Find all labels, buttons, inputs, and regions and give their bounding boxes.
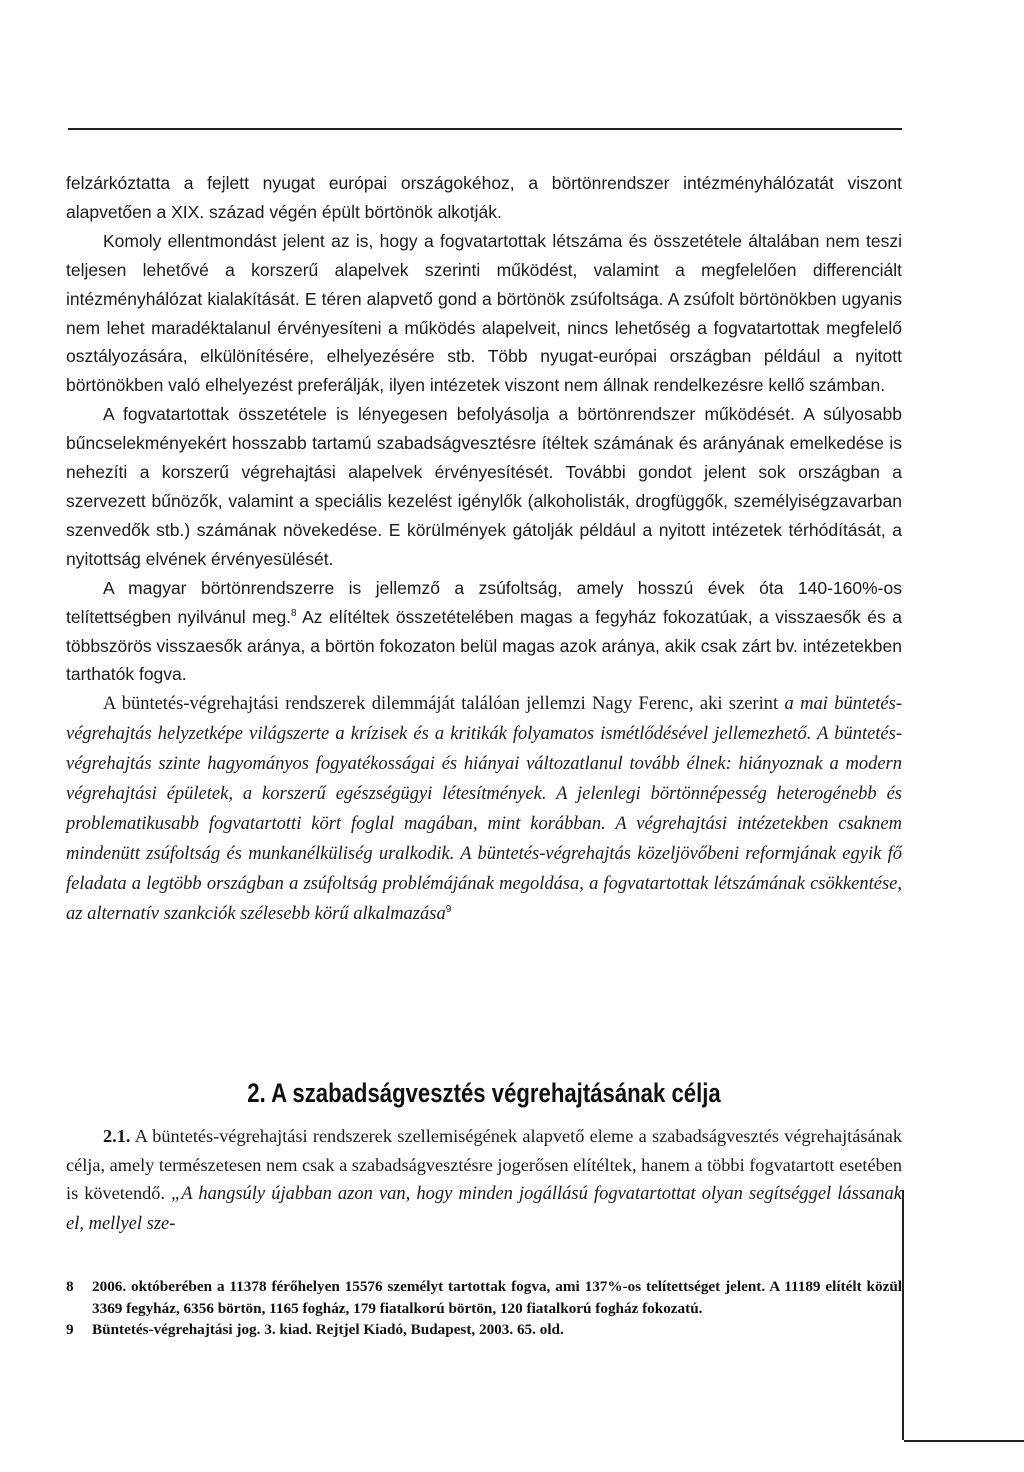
footnotes (66, 1276, 902, 1341)
margin-rule (902, 1190, 904, 1440)
footnote-ref-8[interactable]: 8 (291, 607, 297, 619)
paragraph-4-text-before: A magyar börtönrendszerre is jellemző a zsúfoltság, amely hosszú évek óta 140-160%-os telítettségben nyilvánul meg. (66, 577, 902, 627)
footnote-8 (66, 1276, 902, 1319)
paragraph-4 (66, 574, 902, 690)
section-heading: 2. A szabadságvesztés végrehajtásának célja (247, 1078, 721, 1108)
footnote-ref-9[interactable]: 9 (445, 903, 452, 915)
paragraph-3: A fogvatartottak összetétele is lényegesen befolyásolja a börtönrendszer működését. A súlyosabb bűncselekményekért hosszabb tartamú szabadságvesztésre ítéltek számának és arányának emelkedése is nehezíti a korszerű végrehajtási alapelvek érvényesítését. További gondot jelent sok országban a szervezett bűnözők, valamint a speciális kezelést igénylők (alkoholisták, drogfüggők, személyiségzavarban szenvedők stb.) számának növekedése. E körülmények gátolják például a nyitott intézetek térhódítását, a nyitottság elvének érvényesülését. (66, 404, 902, 569)
paragraph-4-text-after: Az elítéltek összetételében magas a fegyház fokozatúak, a visszaesők és a többszörös visszaesők aránya, a börtön fokozaton belül magas azok aránya, akik csak zárt bv. intézetekben tarthatók fogva. (66, 606, 902, 685)
footnote-text: 2006. októberében a 11378 férőhelyen 15576 személyt tartottak fogva, ami 137%-os telítettséget jelent. A 11189 elítélt közül 3369 fegyház, 6356 börtön, 1165 fogház, 179 fiatalkorú börtön, 120 fiatalkorú fogház fokozatú. (92, 1278, 902, 1317)
paragraph-1: felzárkóztatta a fejlett nyugat európai országokéhoz, a börtönrendszer intézményhálózatát viszont alapvetően a XIX. század végén épült börtönök alkotják. (66, 173, 902, 222)
footnote-number: 8 (66, 1278, 74, 1295)
footnote-text: Büntetés-végrehajtási jog. 3. kiad. Rejtjel Kiadó, Budapest, 2003. 65. old. (92, 1321, 564, 1338)
corner-rule (904, 1440, 1024, 1442)
footnote-number: 9 (66, 1321, 74, 1338)
section-2-1-paragraph (66, 1122, 902, 1238)
paragraph-2: Komoly ellentmondást jelent az is, hogy a fogvatartottak létszáma és összetétele általában nem teszi teljesen lehetővé a korszerű alapelvek szerinti működést, valamint a megfelelően differenciált intézményhálózat kialakítását. E téren alapvető gond a börtönök zsúfoltsága. A zsúfolt börtönökben ugyanis nem lehet maradéktalanul érvényesíteni a működés alapelveit, nincs lehetőség a fogvatartottak megfelelő osztályozására, elkülönítésére, elhelyezésére stb. Több nyugat-európai országban például a nyitott börtönökben való elhelyezést preferálják, ilyen intézetek viszont nem állnak rendelkezésre kellő számban. (66, 230, 902, 396)
section-2-1 (66, 1122, 902, 1238)
nagy-ferenc-quote: a mai büntetés-végrehajtás helyzetképe világszerte a krízisek és a kritikák folyamatos ismétlődésével jellemezhető. A büntetés-végrehajtás szinte hagyományos fogyatékosságai és hiányai változatlanul tovább élnek: hiányoznak a modern végrehajtási épületek, a korszerű egészségügyi létesítmények. A jelenlegi börtönnépesség heterogénebb és problematikusabb fogvatartotti kört foglal magában, mint korábban. A végrehajtási intézetekben csaknem mindenütt zsúfoltság és munkanélküliség uralkodik. A büntetés-végrehajtás közeljövőbeni reformjának egyik fő feladata a legtöbb országban a zsúfoltság problémájának megoldása, a fogvatartottak létszámának csökkentése, az alternatív szankciók szélesebb körű alkalmazása (66, 694, 903, 924)
subsection-number: 2.1. (103, 1126, 131, 1146)
paragraph-5-lead: A büntetés-végrehajtási rendszerek dilemmáját találóan jellemzi Nagy Ferenc, aki szerint (103, 694, 785, 715)
header-rule (68, 128, 902, 130)
body-text (66, 169, 902, 929)
paragraph-5 (66, 689, 902, 928)
footnote-9 (66, 1319, 902, 1341)
subsection-quote: „A hangsúly újabban azon van, hogy minden jogállású fogvatartottat olyan segítséggel lássanak el, mellyel sze- (66, 1184, 902, 1234)
subsection-text: A büntetés-végrehajtási rendszerek szellemiségének alapvető eleme a szabadságvesztés végrehajtásának célja, amely természetesen nem csak a szabadságvesztésre jogerősen elítéltek, hanem a többi fogvatartott esetében is követendő. (66, 1126, 903, 1204)
